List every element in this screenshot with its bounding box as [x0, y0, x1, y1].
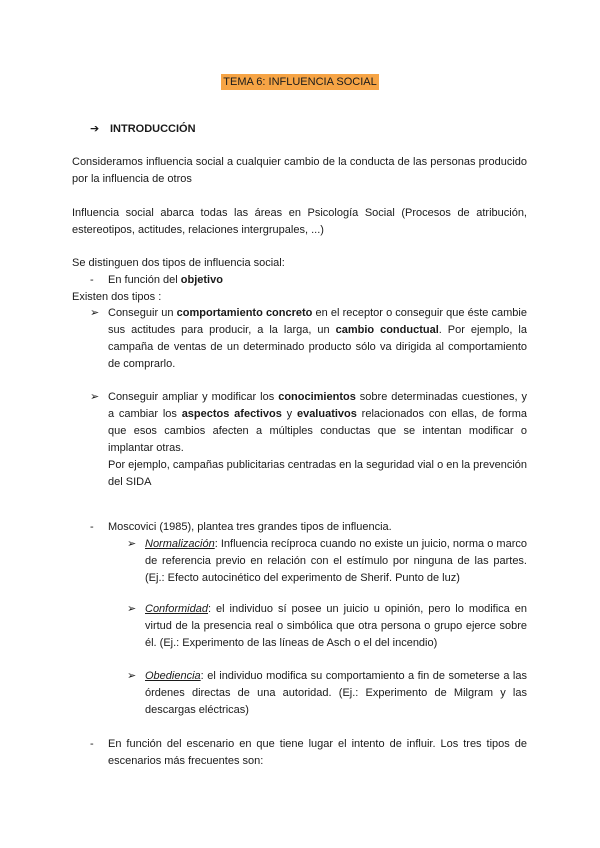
list-item-escenario: En función del escenario en que tiene lugar el intento de influir. Los tres tipos de escenarios más frecuentes son: — [108, 738, 527, 767]
list-item-conformidad — [145, 601, 527, 652]
bullet-arrow-icon: ➢ — [127, 538, 137, 550]
title-container — [0, 72, 600, 90]
bullet-arrow-icon: ➢ — [90, 391, 100, 403]
obediencia-text: : el individuo modifica su comportamiento a fin de someterse a las órdenes directas de una autoridad. (Ej.: Experimento de Milgram y las descargas eléctricas) — [145, 670, 527, 716]
conformidad-term: Conformidad — [145, 603, 208, 615]
tipo2-bold-3: evaluativos — [296, 408, 357, 420]
tipo2-bold-1: conocimientos — [278, 391, 356, 403]
paragraph-definition: Consideramos influencia social a cualquier cambio de la conducta de las personas producido por la influencia de otros — [72, 156, 527, 185]
tipo2-text-1: Conseguir ampliar y modificar los — [108, 391, 279, 403]
tipo1-text-3: . Por ejemplo, la campaña de ventas de un determinado producto sólo va dirigida al comportamiento de comprarlo. — [108, 324, 527, 370]
paragraph-existen: Existen dos tipos : — [72, 291, 162, 303]
list-item-objetivo — [108, 272, 223, 289]
list-item-tipo1 — [108, 305, 527, 373]
tipo1-bold-1: comportamiento concreto — [176, 307, 313, 319]
document-title: TEMA 6: INFLUENCIA SOCIAL — [223, 76, 377, 88]
section-heading-introduccion — [90, 121, 196, 138]
tipo2-text-2: sobre determinadas cuestiones, y a cambiar los — [108, 391, 527, 420]
dash-marker: - — [90, 274, 94, 286]
tipo1-text-2: en el receptor o conseguir que éste cambie sus actitudes para producir, a la larga, un — [108, 307, 527, 336]
tipo1-text-1: Conseguir un — [108, 307, 177, 319]
tipo2-ejemplo: Por ejemplo, campañas publicitarias centradas en la seguridad vial o en la prevención del SIDA — [108, 459, 527, 488]
tipo2-text-3: y — [281, 408, 297, 420]
dash-marker: - — [90, 738, 94, 750]
section-heading-label: INTRODUCCIÓN — [110, 123, 196, 135]
tipo1-bold-2: cambio conductual — [335, 324, 439, 336]
list-item-normalizacion — [145, 536, 527, 587]
bullet-arrow-icon: ➢ — [127, 670, 137, 682]
normalizacion-text: : Influencia recíproca cuando no existe un juicio, norma o marco de referencia previo en relación con el estímulo por ninguna de las partes. (Ej.: Efecto autocinético del experimento de Sherif. Punto de luz) — [145, 538, 527, 584]
list-item-moscovici: Moscovici (1985), plantea tres grandes tipos de influencia. — [108, 521, 392, 533]
bullet-arrow-icon: ➢ — [127, 603, 137, 615]
objetivo-prefix: En función del — [108, 274, 181, 286]
bullet-arrow-icon: ➢ — [90, 307, 100, 319]
list-item-tipo2 — [108, 389, 527, 491]
normalizacion-term: Normalización — [145, 538, 215, 550]
tipo2-bold-2: aspectos afectivos — [181, 408, 282, 420]
objetivo-bold: objetivo — [180, 274, 223, 286]
obediencia-term: Obediencia — [145, 670, 201, 682]
list-item-obediencia — [145, 668, 527, 719]
tipo2-text-4: relacionados con ellas, de forma que esos cambios afecten a múltiples conductas que se intentan modificar o implantar otras. — [108, 408, 527, 454]
paragraph-types-intro: Se distinguen dos tipos de influencia social: — [72, 257, 285, 269]
arrow-icon: ➔ — [90, 123, 100, 135]
dash-marker: - — [90, 521, 94, 533]
paragraph-areas: Influencia social abarca todas las áreas en Psicología Social (Procesos de atribución, estereotipos, actitudes, relaciones intergrupales, ...) — [72, 207, 527, 236]
conformidad-text: : el individuo sí posee un juicio u opinión, pero lo modifica en virtud de la presencia real o simbólica que otra persona o grupo ejerce sobre él. (Ej.: Experimento de las líneas de Asch o el del incendio) — [145, 603, 527, 649]
